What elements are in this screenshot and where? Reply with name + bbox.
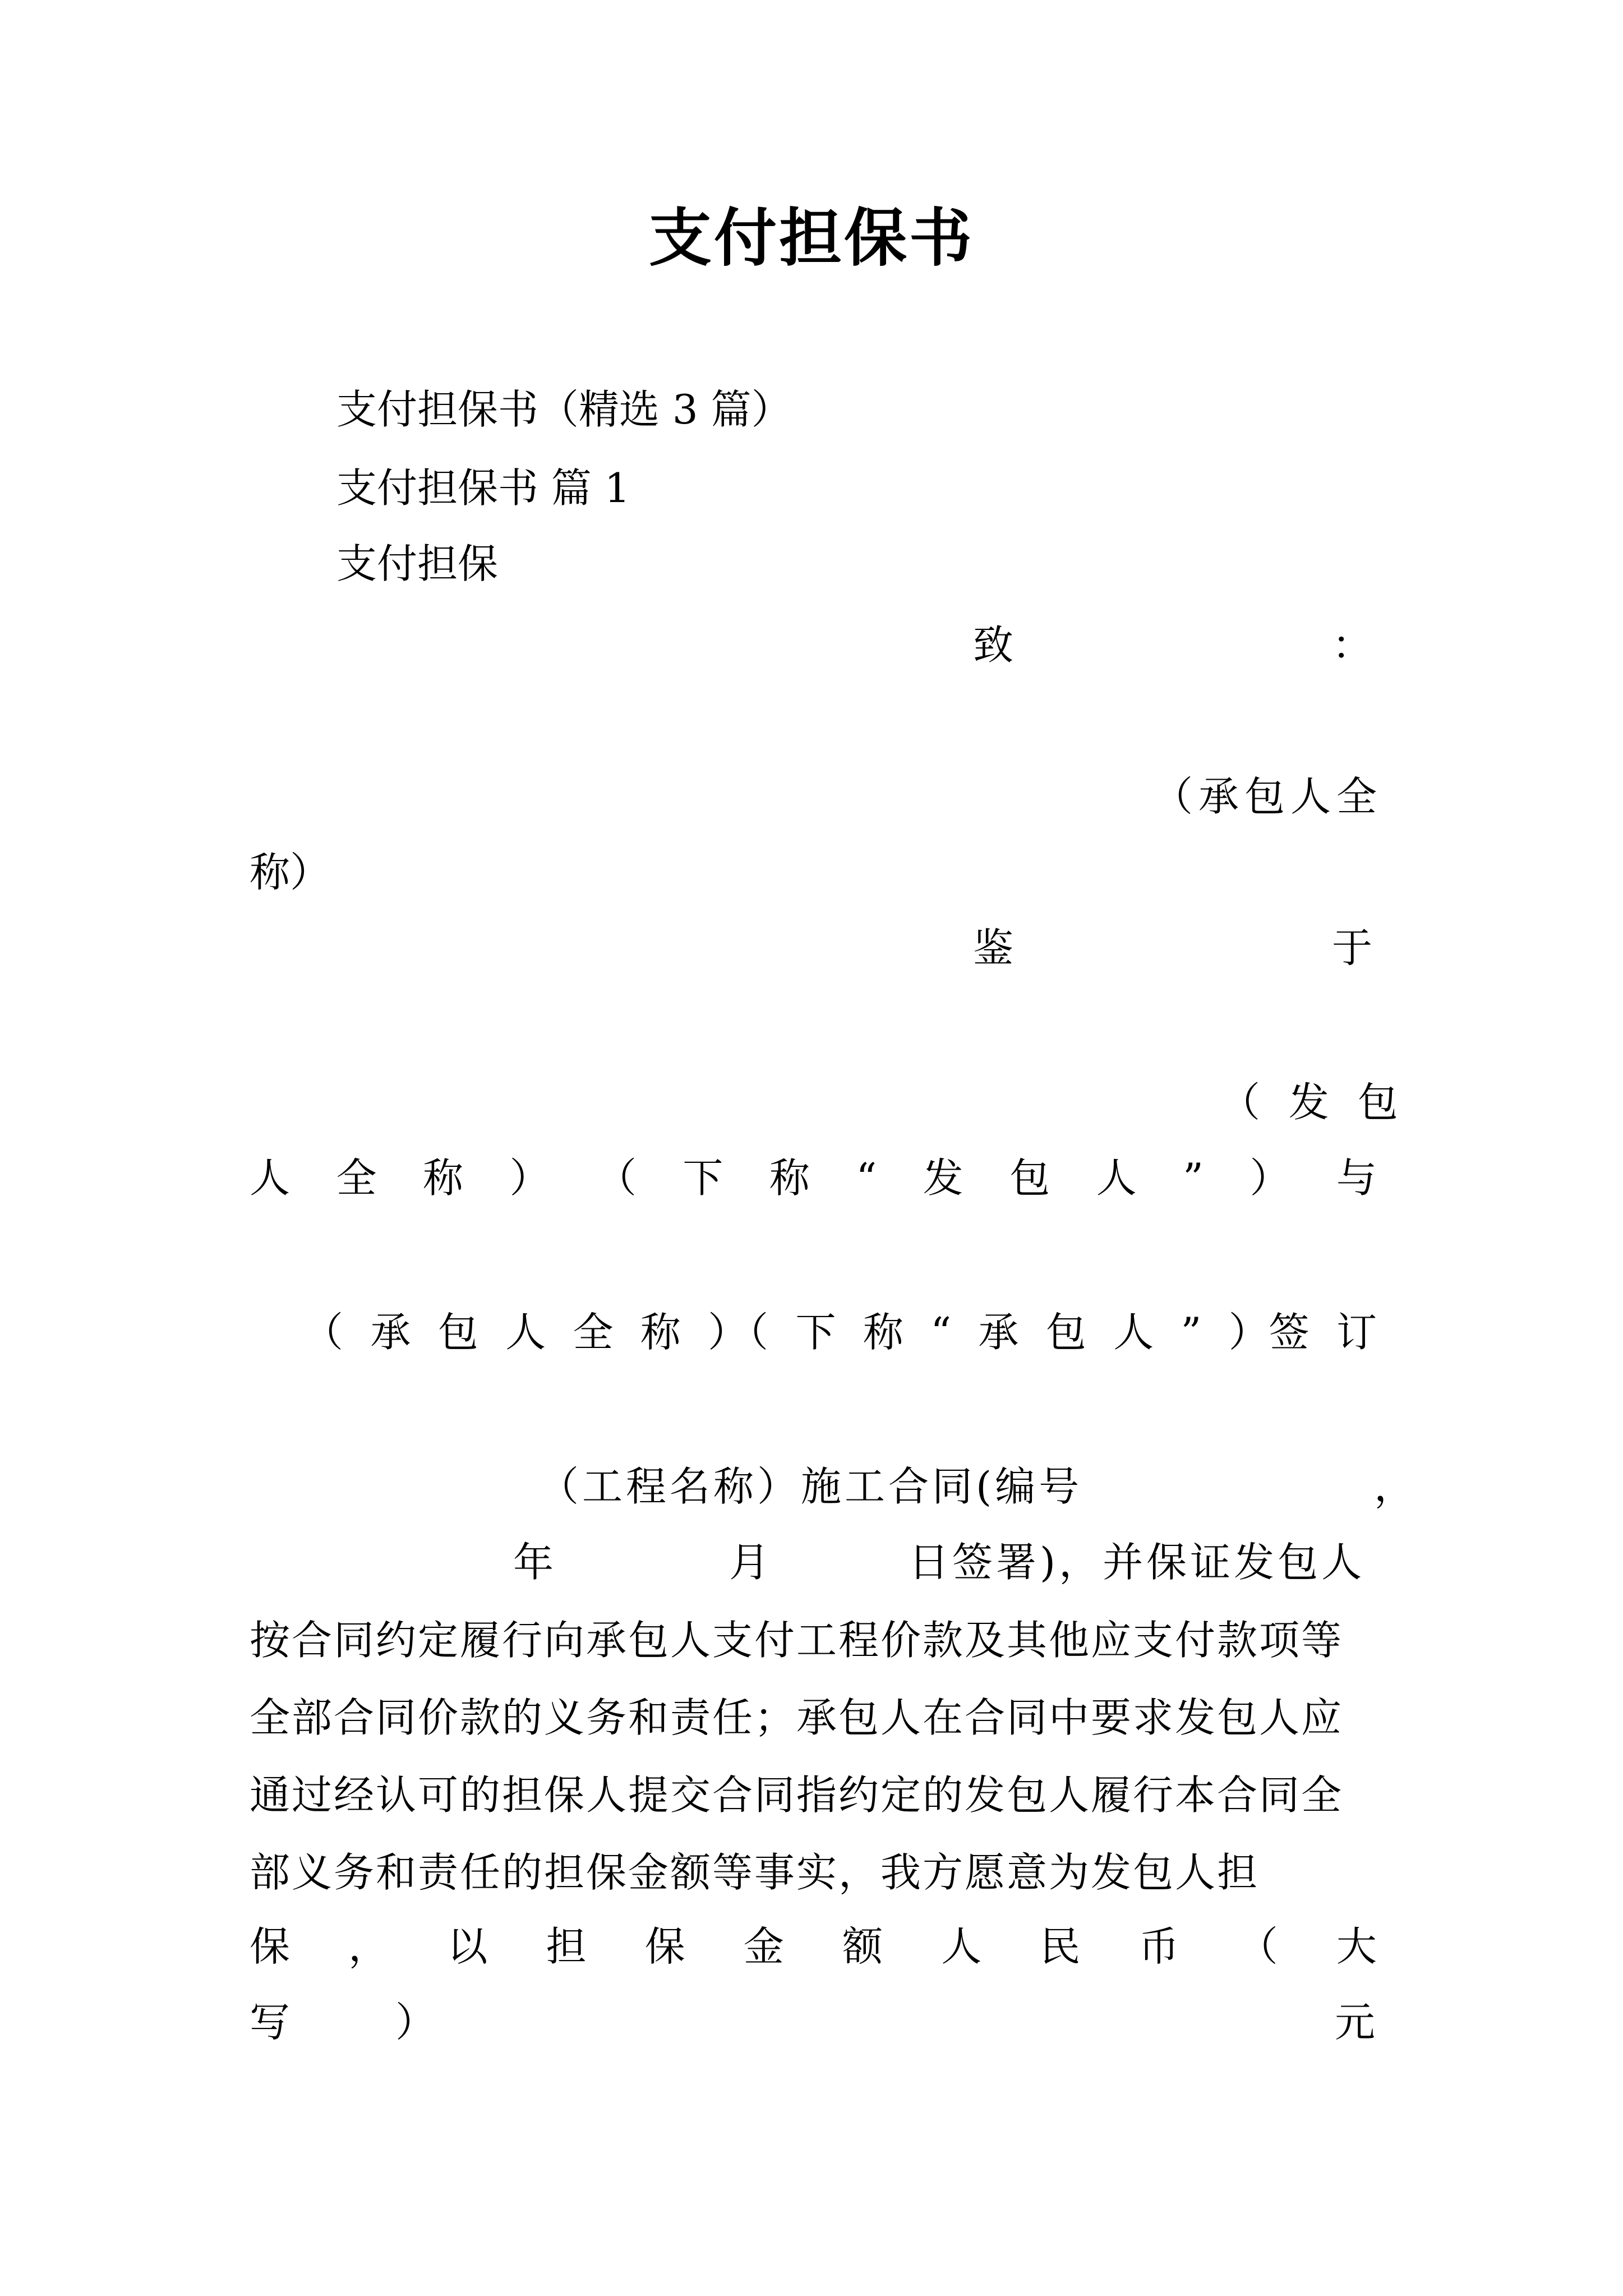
employer-char: 称 (422, 1154, 463, 1202)
project-comma: ， (1374, 1463, 1415, 1510)
contractor-char: 包 (437, 1309, 478, 1356)
employer-char: 人 (250, 1154, 291, 1202)
employer-char: 人 (1096, 1154, 1137, 1202)
contractor-char: 人 (1113, 1309, 1154, 1356)
employer-char: ” (1183, 1154, 1204, 1202)
guarantee-char: 大 (1336, 1923, 1377, 1970)
guarantee-char: 民 (1040, 1923, 1081, 1970)
whereas-part-a: 鉴 (973, 924, 1014, 972)
to-label: 致 (973, 622, 1014, 669)
date-day-tail: 日签署)，并保证发包人 (909, 1539, 1366, 1586)
employer-char: 发 (923, 1154, 963, 1202)
contractor-char: ）签 (1228, 1309, 1310, 1356)
guarantee-char: 币 (1138, 1923, 1179, 1970)
guarantee-char: 以 (447, 1923, 488, 1970)
guarantee-char: （ (1237, 1923, 1278, 1970)
employer-char: 称 (769, 1154, 810, 1202)
contractor-char: ）（ (708, 1309, 769, 1356)
intro-heading: 支付担保书（精选 3 篇） (336, 386, 792, 433)
amount-line-part-b: ） (395, 1999, 436, 2046)
guarantee-line (250, 1918, 1377, 1975)
contractor-line (303, 1304, 1377, 1360)
contractor-char: 全 (573, 1309, 614, 1356)
employer-char: 全 (336, 1154, 377, 1202)
document-title: 支付担保书 (649, 201, 974, 275)
employer-line (250, 1150, 1377, 1206)
contractor-char: 承 (978, 1309, 1019, 1356)
employer-char: “ (856, 1154, 877, 1202)
contractor-fullname-part-b: 称） (250, 849, 331, 896)
employer-char: ） (1249, 1154, 1290, 1202)
guarantee-char: 金 (743, 1923, 784, 1970)
guarantee-char: 保 (644, 1923, 685, 1970)
contractor-char: 称 (640, 1309, 681, 1356)
project-line: （工程名称）施工合同(编号 (538, 1463, 1083, 1510)
subheading: 支付担保 (336, 540, 499, 587)
contractor-char: ” (1181, 1309, 1202, 1356)
employer-char: 与 (1336, 1154, 1377, 1202)
contractor-char: 承 (370, 1309, 411, 1356)
contractor-char: 订 (1336, 1309, 1377, 1356)
contractor-fullname-part-a: （承包人全 (1152, 773, 1383, 820)
date-year: 年 (513, 1539, 554, 1586)
guarantee-char: 额 (842, 1923, 883, 1970)
date-month: 月 (729, 1539, 770, 1586)
contractor-char: 人 (505, 1309, 546, 1356)
contractor-char: （ (303, 1309, 344, 1356)
employer-char: 下 (683, 1154, 723, 1202)
contractor-char: 称 (863, 1309, 903, 1356)
amount-line-part-a: 写 (250, 1999, 291, 2046)
employer-char: （ (596, 1154, 637, 1202)
body-paragraph: 按合同约定履行向承包人支付工程价款及其他应支付款项等全部合同价款的义务和责任；承包人在合同中要求发包人应通过经认可的担保人提交合同指约定的发包人履行本合同全部义务和责任的担保金额等事实，我方愿意为发包人担 (250, 1617, 1344, 1896)
section-heading: 支付担保书 篇 1 (336, 464, 630, 512)
guarantee-char: 担 (546, 1923, 587, 1970)
guarantee-char: 保 (250, 1923, 291, 1970)
to-colon: ： (1332, 622, 1373, 669)
guarantee-char: 人 (941, 1923, 982, 1970)
guarantee-char: ， (348, 1923, 389, 1970)
contractor-char: 包 (1045, 1309, 1086, 1356)
contractor-char: 下 (795, 1309, 836, 1356)
employer-open: （ 发 包 (1220, 1079, 1406, 1126)
employer-char: 包 (1009, 1154, 1050, 1202)
contractor-char: “ (930, 1309, 952, 1356)
amount-line-part-c: 元 (1335, 1999, 1376, 2046)
employer-char: ） (509, 1154, 550, 1202)
whereas-part-b: 于 (1332, 924, 1373, 972)
